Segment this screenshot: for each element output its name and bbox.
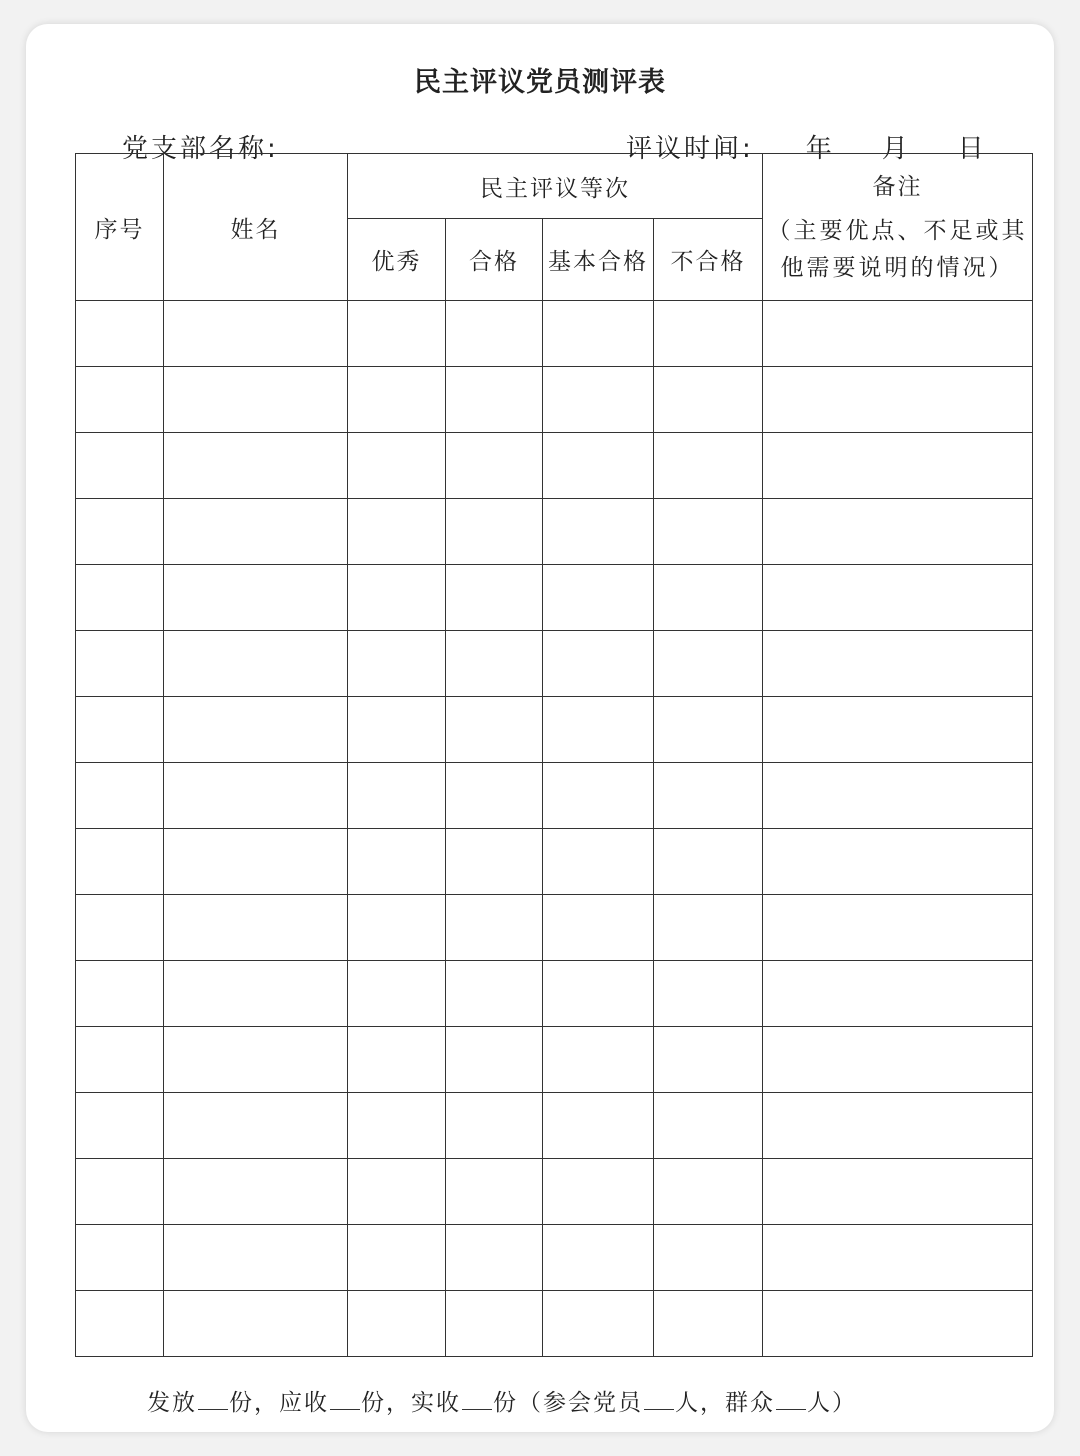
form-sheet	[26, 24, 1054, 1432]
footer-issued-label: 发放	[147, 1390, 197, 1416]
table-row	[76, 961, 1033, 1027]
footer-should-collect-label: 份，应收	[229, 1390, 329, 1416]
seq-cell[interactable]	[76, 829, 164, 895]
unqualified-cell[interactable]	[654, 1159, 763, 1225]
remarks-cell[interactable]	[763, 961, 1033, 1027]
unqualified-cell[interactable]	[654, 499, 763, 565]
table-row	[76, 697, 1033, 763]
table-row	[76, 1159, 1033, 1225]
remarks-cell[interactable]	[763, 763, 1033, 829]
issued-count-blank[interactable]	[198, 1389, 228, 1410]
table-row	[76, 829, 1033, 895]
unqualified-cell[interactable]	[654, 367, 763, 433]
unqualified-cell[interactable]	[654, 895, 763, 961]
qualified-cell[interactable]	[446, 1093, 543, 1159]
qualified-cell[interactable]	[446, 763, 543, 829]
seq-cell[interactable]	[76, 1093, 164, 1159]
table-row	[76, 631, 1033, 697]
footer-members-label: 份（参会党员	[493, 1390, 643, 1416]
basic-qualified-cell[interactable]	[543, 961, 654, 1027]
footer-collected-label: 份，实收	[361, 1390, 461, 1416]
unqualified-cell[interactable]	[654, 763, 763, 829]
members-count-blank[interactable]	[644, 1389, 674, 1410]
name-cell[interactable]	[164, 697, 348, 763]
unqualified-cell[interactable]	[654, 1093, 763, 1159]
table-row	[76, 895, 1033, 961]
column-remarks	[763, 154, 1033, 301]
qualified-cell[interactable]	[446, 499, 543, 565]
name-cell[interactable]	[164, 301, 348, 367]
unqualified-cell[interactable]	[654, 565, 763, 631]
remarks-cell[interactable]	[763, 1225, 1033, 1291]
remarks-cell[interactable]	[763, 829, 1033, 895]
unqualified-cell[interactable]	[654, 631, 763, 697]
column-name: 姓名	[164, 154, 348, 301]
name-cell[interactable]	[164, 367, 348, 433]
basic-qualified-cell[interactable]	[543, 829, 654, 895]
name-cell[interactable]	[164, 1159, 348, 1225]
table-row	[76, 499, 1033, 565]
excellent-cell[interactable]	[348, 301, 446, 367]
month-label: 月	[881, 134, 911, 164]
seq-cell[interactable]	[76, 697, 164, 763]
basic-qualified-cell[interactable]	[543, 1225, 654, 1291]
seq-cell[interactable]	[76, 367, 164, 433]
excellent-cell[interactable]	[348, 829, 446, 895]
qualified-cell[interactable]	[446, 631, 543, 697]
review-date-label: 评议时间:	[626, 134, 754, 164]
remarks-cell[interactable]	[763, 499, 1033, 565]
name-cell[interactable]	[164, 565, 348, 631]
basic-qualified-cell[interactable]	[543, 1093, 654, 1159]
seq-cell[interactable]	[76, 763, 164, 829]
remarks-cell[interactable]	[763, 433, 1033, 499]
basic-qualified-cell[interactable]	[543, 367, 654, 433]
qualified-cell[interactable]	[446, 1225, 543, 1291]
seq-cell[interactable]	[76, 301, 164, 367]
remarks-cell[interactable]	[763, 697, 1033, 763]
unqualified-cell[interactable]	[654, 301, 763, 367]
excellent-cell[interactable]	[348, 631, 446, 697]
public-count-blank[interactable]	[776, 1389, 806, 1410]
basic-qualified-cell[interactable]	[543, 433, 654, 499]
unqualified-cell[interactable]	[654, 697, 763, 763]
remarks-cell[interactable]	[763, 1291, 1033, 1357]
seq-cell[interactable]	[76, 1225, 164, 1291]
name-cell[interactable]	[164, 1225, 348, 1291]
qualified-cell[interactable]	[446, 1291, 543, 1357]
qualified-cell[interactable]	[446, 433, 543, 499]
excellent-cell[interactable]	[348, 763, 446, 829]
table-row	[76, 1291, 1033, 1357]
form-title: 民主评议党员测评表	[414, 67, 666, 98]
table-row	[76, 1093, 1033, 1159]
name-cell[interactable]	[164, 499, 348, 565]
remarks-cell[interactable]	[763, 1159, 1033, 1225]
remarks-description: （主要优点、不足或其他需要说明的情况）	[767, 217, 1028, 281]
table-row	[76, 367, 1033, 433]
column-qualified: 合格	[446, 219, 543, 301]
footer-end-label: 人）	[807, 1390, 857, 1416]
qualified-cell[interactable]	[446, 367, 543, 433]
unqualified-cell[interactable]	[654, 1027, 763, 1093]
collected-count-blank[interactable]	[462, 1389, 492, 1410]
seq-cell[interactable]	[76, 895, 164, 961]
qualified-cell[interactable]	[446, 301, 543, 367]
seq-cell[interactable]	[76, 631, 164, 697]
year-label: 年	[805, 134, 835, 164]
basic-qualified-cell[interactable]	[543, 697, 654, 763]
remarks-cell[interactable]	[763, 1027, 1033, 1093]
basic-qualified-cell[interactable]	[543, 763, 654, 829]
column-seq: 序号	[76, 154, 164, 301]
excellent-cell[interactable]	[348, 961, 446, 1027]
seq-cell[interactable]	[76, 961, 164, 1027]
unqualified-cell[interactable]	[654, 1225, 763, 1291]
qualified-cell[interactable]	[446, 895, 543, 961]
name-cell[interactable]	[164, 895, 348, 961]
remarks-cell[interactable]	[763, 301, 1033, 367]
seq-cell[interactable]	[76, 565, 164, 631]
excellent-cell[interactable]	[348, 1225, 446, 1291]
remarks-cell[interactable]	[763, 631, 1033, 697]
name-cell[interactable]	[164, 763, 348, 829]
name-cell[interactable]	[164, 433, 348, 499]
should-collect-count-blank[interactable]	[330, 1389, 360, 1410]
column-excellent: 优秀	[348, 219, 446, 301]
branch-name-label: 党支部名称:	[122, 134, 279, 164]
remarks-title: 备注	[872, 173, 923, 200]
excellent-cell[interactable]	[348, 1027, 446, 1093]
basic-qualified-cell[interactable]	[543, 1159, 654, 1225]
unqualified-cell[interactable]	[654, 829, 763, 895]
excellent-cell[interactable]	[348, 565, 446, 631]
remarks-cell[interactable]	[763, 565, 1033, 631]
qualified-cell[interactable]	[446, 1159, 543, 1225]
seq-cell[interactable]	[76, 1027, 164, 1093]
name-cell[interactable]	[164, 961, 348, 1027]
basic-qualified-cell[interactable]	[543, 565, 654, 631]
basic-qualified-cell[interactable]	[543, 631, 654, 697]
basic-qualified-cell[interactable]	[543, 1291, 654, 1357]
excellent-cell[interactable]	[348, 697, 446, 763]
table-row	[76, 1027, 1033, 1093]
excellent-cell[interactable]	[348, 433, 446, 499]
table-row	[76, 433, 1033, 499]
seq-cell[interactable]	[76, 433, 164, 499]
qualified-cell[interactable]	[446, 565, 543, 631]
basic-qualified-cell[interactable]	[543, 895, 654, 961]
footer-public-label: 人，群众	[675, 1390, 775, 1416]
column-basic-qualified: 基本合格	[543, 219, 654, 301]
remarks-cell[interactable]	[763, 1093, 1033, 1159]
name-cell[interactable]	[164, 631, 348, 697]
remarks-cell[interactable]	[763, 367, 1033, 433]
basic-qualified-cell[interactable]	[543, 1027, 654, 1093]
qualified-cell[interactable]	[446, 829, 543, 895]
unqualified-cell[interactable]	[654, 961, 763, 1027]
excellent-cell[interactable]	[348, 367, 446, 433]
basic-qualified-cell[interactable]	[543, 499, 654, 565]
table-row	[76, 763, 1033, 829]
column-unqualified: 不合格	[654, 219, 763, 301]
table-row	[76, 565, 1033, 631]
name-cell[interactable]	[164, 1027, 348, 1093]
excellent-cell[interactable]	[348, 499, 446, 565]
qualified-cell[interactable]	[446, 697, 543, 763]
table-row	[76, 301, 1033, 367]
evaluation-table	[75, 153, 1033, 1357]
unqualified-cell[interactable]	[654, 433, 763, 499]
seq-cell[interactable]	[76, 499, 164, 565]
excellent-cell[interactable]	[348, 1159, 446, 1225]
table-row	[76, 1225, 1033, 1291]
qualified-cell[interactable]	[446, 961, 543, 1027]
basic-qualified-cell[interactable]	[543, 301, 654, 367]
name-cell[interactable]	[164, 1291, 348, 1357]
table-body	[76, 301, 1033, 1357]
name-cell[interactable]	[164, 1093, 348, 1159]
remarks-cell[interactable]	[763, 895, 1033, 961]
distribution-summary	[147, 1384, 857, 1417]
seq-cell[interactable]	[76, 1159, 164, 1225]
day-label: 日	[957, 134, 987, 164]
column-rating-group: 民主评议等次	[348, 154, 763, 219]
excellent-cell[interactable]	[348, 895, 446, 961]
name-cell[interactable]	[164, 829, 348, 895]
excellent-cell[interactable]	[348, 1291, 446, 1357]
unqualified-cell[interactable]	[654, 1291, 763, 1357]
excellent-cell[interactable]	[348, 1093, 446, 1159]
qualified-cell[interactable]	[446, 1027, 543, 1093]
seq-cell[interactable]	[76, 1291, 164, 1357]
